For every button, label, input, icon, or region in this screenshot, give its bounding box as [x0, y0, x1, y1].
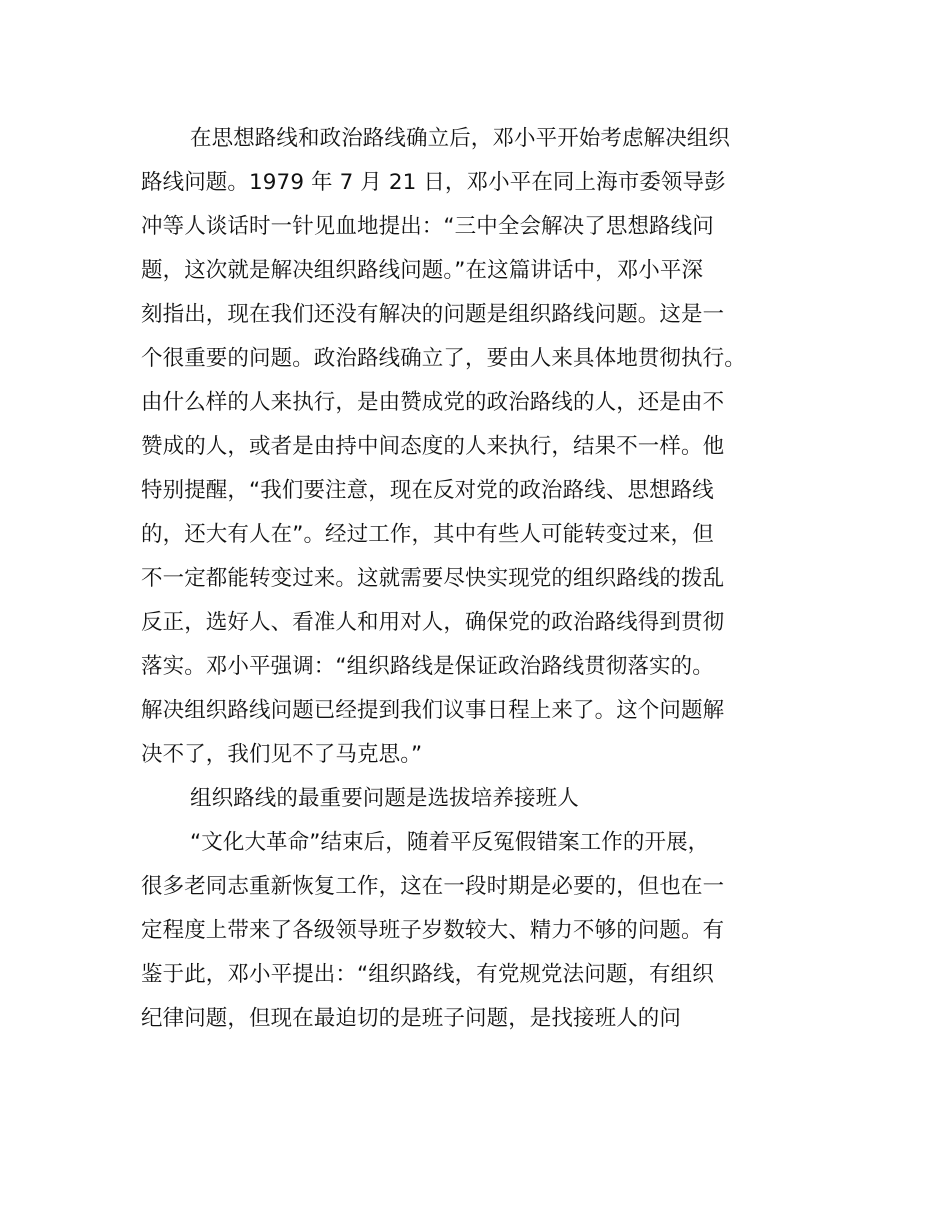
paragraph-1-line: 落实。邓小平强调：“组织路线是保证政治路线贯彻落实的。 [141, 654, 714, 679]
paragraph-3-line: 鉴于此，邓小平提出：“组织路线，有党规党法问题，有组织 [141, 962, 714, 987]
paragraph-1-line: 题，这次就是解决组织路线问题。”在这篇讲话中，邓小平深 [141, 258, 704, 283]
paragraph-1-line: 特别提醒，“我们要注意，现在反对党的政治路线、思想路线 [141, 478, 714, 503]
paragraph-1-line: 不一定都能转变过来。这就需要尽快实现党的组织路线的拨乱 [141, 566, 725, 591]
paragraph-1-line: 赞成的人，或者是由持中间态度的人来执行，结果不一样。他 [141, 434, 725, 459]
paragraph-1-line: 路线问题。1979 年 7 月 21 日，邓小平在同上海市委领导彭 [141, 170, 726, 195]
paragraph-1-line: 由什么样的人来执行，是由赞成党的政治路线的人，还是由不 [141, 390, 725, 415]
paragraph-1-line: 个很重要的问题。政治路线确立了，要由人来具体地贯彻执行。 [141, 346, 746, 371]
paragraph-1-line: 冲等人谈话时一针见血地提出：“三中全会解决了思想路线问 [141, 214, 714, 239]
section-heading: 组织路线的最重要问题是选拔培养接班人 [190, 786, 579, 811]
paragraph-1-line: 解决组织路线问题已经提到我们议事日程上来了。这个问题解 [141, 698, 725, 723]
paragraph-3-line: 很多老同志重新恢复工作，这在一段时期是必要的，但也在一 [141, 874, 725, 899]
paragraph-1-line: 决不了，我们见不了马克思。” [141, 742, 423, 767]
paragraph-3-line: 纪律问题，但现在最迫切的是班子问题，是找接班人的问 [141, 1006, 682, 1031]
paragraph-3-line: 定程度上带来了各级领导班子岁数较大、精力不够的问题。有 [141, 918, 725, 943]
paragraph-1-line: 的，还大有人在”。经过工作，其中有些人可能转变过来，但 [141, 522, 714, 547]
paragraph-3-line: “文化大革命”结束后，随着平反冤假错案工作的开展， [190, 830, 710, 855]
paragraph-1-line: 在思想路线和政治路线确立后，邓小平开始考虑解决组织 [190, 126, 731, 151]
paragraph-1-line: 反正，选好人、看准人和用对人，确保党的政治路线得到贯彻 [141, 610, 725, 635]
paragraph-1-line: 刻指出，现在我们还没有解决的问题是组织路线问题。这是一 [141, 302, 725, 327]
